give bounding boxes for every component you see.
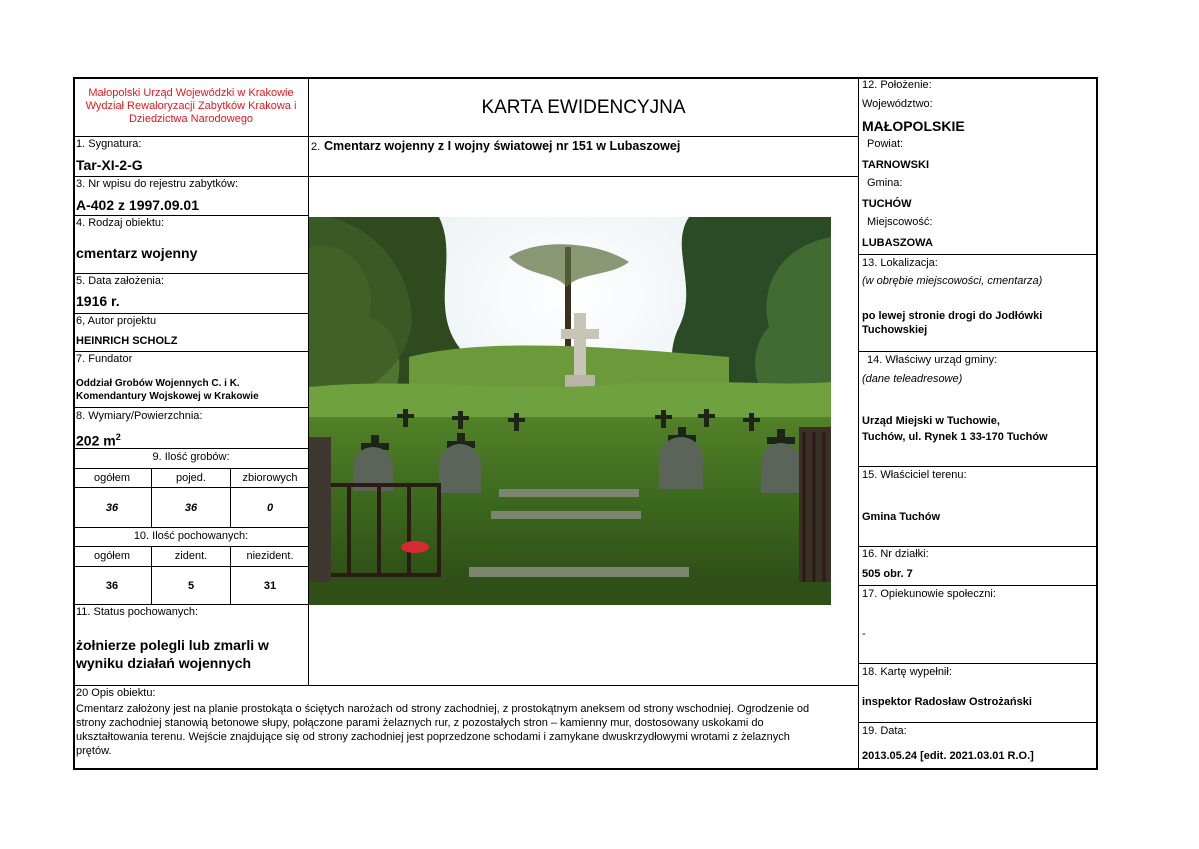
field-label-owner: 15. Właściciel terenu: bbox=[862, 469, 967, 481]
field-label-localization: 13. Lokalizacja: bbox=[862, 257, 938, 269]
field-value-commune-office: Urząd Miejski w Tuchowie, bbox=[862, 415, 1000, 427]
field-value-name: Cmentarz wojenny z I wojny światowej nr 151 w Lubaszowej bbox=[324, 139, 681, 153]
divider bbox=[309, 176, 858, 177]
divider bbox=[73, 407, 309, 408]
table-header: niezident. bbox=[246, 550, 294, 562]
area-unit-exponent: 2 bbox=[115, 432, 121, 442]
field-label-voivodeship: Województwo: bbox=[862, 98, 933, 110]
divider bbox=[309, 136, 858, 137]
page-title: KARTA EWIDENCYJNA bbox=[481, 97, 686, 118]
field-value-voivodeship: MAŁOPOLSKIE bbox=[862, 118, 965, 134]
field-value-commune-office: Tuchów, ul. Rynek 1 33-170 Tuchów bbox=[862, 431, 1048, 443]
field-value-dimensions bbox=[76, 429, 121, 450]
divider bbox=[859, 722, 1098, 723]
field-value-filled-by: inspektor Radosław Ostrożański bbox=[862, 696, 1032, 708]
table-cell: 31 bbox=[263, 580, 277, 592]
divider bbox=[859, 546, 1098, 547]
field-label-county: Powiat: bbox=[867, 138, 904, 150]
table-header: ogółem bbox=[93, 550, 131, 562]
divider bbox=[859, 254, 1098, 255]
table-cell: 36 bbox=[105, 502, 119, 514]
field-value-register: A-402 z 1997.09.01 bbox=[76, 197, 199, 213]
field-value-founder: Oddział Grobów Wojennych C. i K. bbox=[76, 378, 240, 389]
divider bbox=[73, 566, 309, 567]
divider bbox=[859, 351, 1098, 352]
field-label-dimensions: 8. Wymiary/Powierzchnia: bbox=[76, 410, 203, 422]
field-label-date: 19. Data: bbox=[862, 725, 907, 737]
field-label-filled-by: 18. Kartę wypełnił: bbox=[862, 666, 952, 678]
field-label-founding-date: 5. Data założenia: bbox=[76, 275, 165, 287]
institution-line: Małopolski Urząd Wojewódzki w Krakowie bbox=[88, 87, 294, 99]
field-label-author: 6, Autor projektu bbox=[76, 315, 157, 327]
divider bbox=[73, 604, 309, 605]
field-label-status: 11. Status pochowanych: bbox=[76, 606, 199, 618]
field-hint-localization: (w obrębie miejscowości, cmentarza) bbox=[862, 275, 1043, 287]
record-card bbox=[73, 77, 1098, 770]
table-header: pojed. bbox=[176, 472, 206, 484]
description-line: strony zachodniej stanowią betonowe słupy, połączone parami żelaznych rur, z pozostałych stron – kamienny mur, dostosowany uskokami do bbox=[76, 717, 764, 729]
field-value-founder: Komendantury Wojskowej w Krakowie bbox=[76, 391, 259, 402]
table-header: zident. bbox=[174, 550, 208, 562]
field-label-location: 12. Położenie: bbox=[862, 79, 932, 91]
field-label-description: 20 Opis obiektu: bbox=[76, 687, 156, 699]
field-label-locality: Miejscowość: bbox=[867, 216, 933, 228]
divider bbox=[73, 685, 859, 686]
field-hint-commune-office: (dane teleadresowe) bbox=[862, 373, 963, 385]
field-value-county: TARNOWSKI bbox=[862, 159, 930, 171]
field-label-signature: 1. Sygnatura: bbox=[76, 138, 142, 150]
field-label-founder: 7. Fundator bbox=[76, 353, 133, 365]
divider bbox=[73, 487, 309, 488]
field-label-name: 2. bbox=[311, 141, 321, 153]
field-value-commune: TUCHÓW bbox=[862, 198, 912, 210]
divider bbox=[73, 176, 309, 177]
cemetery-photo bbox=[309, 217, 831, 605]
field-value-date: 2013.05.24 [edit. 2021.03.01 R.O.] bbox=[862, 750, 1034, 762]
table-cell: 36 bbox=[184, 502, 198, 514]
field-value-status: wyniku działań wojennych bbox=[76, 655, 252, 671]
field-value-founding-date: 1916 r. bbox=[76, 293, 120, 309]
divider bbox=[73, 136, 309, 137]
divider bbox=[73, 468, 309, 469]
field-value-author: HEINRICH SCHOLZ bbox=[76, 335, 178, 347]
institution-line: Wydział Rewaloryzacji Zabytków Krakowa i bbox=[85, 100, 297, 112]
field-value-localization: Tuchowskiej bbox=[862, 324, 928, 336]
table-header: zbiorowych bbox=[242, 472, 298, 484]
field-label-register: 3. Nr wpisu do rejestru zabytków: bbox=[76, 178, 239, 190]
divider bbox=[858, 77, 859, 770]
field-value-locality: LUBASZOWA bbox=[862, 237, 933, 249]
field-label-buried: 10. Ilość pochowanych: bbox=[133, 530, 249, 542]
divider bbox=[859, 663, 1098, 664]
field-value-guardians: - bbox=[862, 628, 866, 640]
divider bbox=[859, 585, 1098, 586]
field-label-guardians: 17. Opiekunowie społeczni: bbox=[862, 588, 996, 600]
field-label-graves: 9. Ilość grobów: bbox=[152, 451, 230, 463]
field-label-object-type: 4. Rodzaj obiektu: bbox=[76, 217, 165, 229]
divider bbox=[73, 313, 309, 314]
field-value-object-type: cmentarz wojenny bbox=[76, 245, 198, 261]
table-cell: 36 bbox=[105, 580, 119, 592]
field-value-signature: Tar-XI-2-G bbox=[76, 157, 143, 173]
divider bbox=[73, 215, 309, 216]
field-value-localization: po lewej stronie drogi do Jodłówki bbox=[862, 310, 1043, 322]
field-label-commune: Gmina: bbox=[867, 177, 903, 189]
table-cell: 5 bbox=[187, 580, 195, 592]
description-line: prętów. bbox=[76, 745, 112, 757]
field-label-plot: 16. Nr działki: bbox=[862, 548, 929, 560]
area-value: 202 m bbox=[76, 432, 116, 449]
field-value-plot: 505 obr. 7 bbox=[862, 568, 913, 580]
description-line: Cmentarz założony jest na planie prostokąta o ściętych narożach od strony zachodniej, z prostokątnym aneksem od strony wschodniej. Ogrodzenie od bbox=[76, 703, 810, 715]
table-cell: 0 bbox=[266, 502, 274, 514]
field-value-owner: Gmina Tuchów bbox=[862, 511, 941, 523]
description-line: ukształtowania terenu. Wejście znajdujące się od strony zachodniej jest poprzedzone schodami i zamykane dwuskrzydłowymi wrotami z żelaznych bbox=[76, 731, 790, 743]
institution-line: Dziedzictwa Narodowego bbox=[128, 113, 254, 125]
divider bbox=[73, 527, 309, 528]
divider bbox=[73, 546, 309, 547]
field-label-commune-office: 14. Właściwy urząd gminy: bbox=[867, 354, 998, 366]
divider bbox=[73, 273, 309, 274]
divider bbox=[73, 351, 309, 352]
divider bbox=[859, 466, 1098, 467]
field-value-status: żołnierze polegli lub zmarli w bbox=[76, 637, 269, 653]
table-header: ogółem bbox=[93, 472, 131, 484]
